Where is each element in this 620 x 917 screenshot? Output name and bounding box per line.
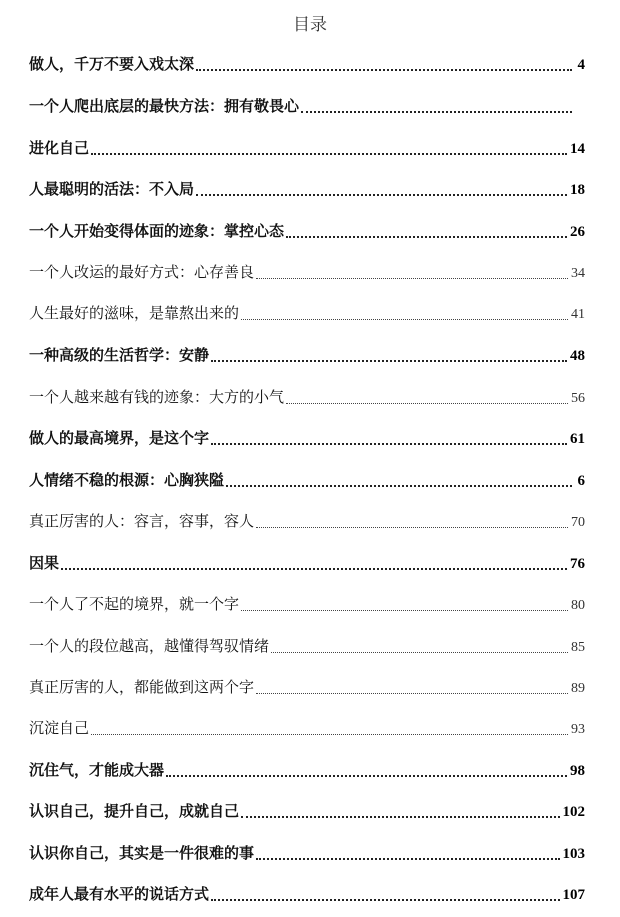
toc-entry-page: 56 <box>571 391 585 406</box>
toc-entry-page: 41 <box>571 307 585 322</box>
toc-entry-page: 61 <box>570 431 585 447</box>
toc-entry-page: 98 <box>570 763 585 779</box>
toc-entry[interactable] <box>29 178 585 202</box>
toc-entry-title: 真正厉害的人，都能做到这两个字 <box>29 678 255 696</box>
toc-entry-title: 真正厉害的人：容言，容事，容人 <box>29 512 255 530</box>
toc-entry[interactable] <box>29 510 585 534</box>
toc-leader-dots <box>196 194 567 196</box>
toc-entry[interactable] <box>29 552 585 576</box>
toc-entry-page: 26 <box>570 224 585 240</box>
toc-entry-page: 89 <box>571 681 585 696</box>
toc-leader-dots <box>211 360 567 362</box>
toc-entry-page: 70 <box>571 515 585 530</box>
toc-entry-title: 一个人了不起的境界，就一个字 <box>29 595 240 613</box>
toc-leader-dots <box>256 278 568 279</box>
toc-entry[interactable] <box>29 302 585 326</box>
toc-leader-dots <box>271 652 568 653</box>
toc-entry[interactable] <box>29 53 585 77</box>
toc-entry-title: 一个人的段位越高，越懂得驾驭情绪 <box>29 637 270 655</box>
toc-entry-title: 成年人最有水平的说话方式 <box>29 885 210 903</box>
toc-heading: 目录 <box>293 15 327 35</box>
toc-entry[interactable] <box>29 137 585 161</box>
toc-entry-page: 6 <box>577 473 585 489</box>
toc-leader-dots <box>286 236 567 238</box>
toc-entry-title: 一个人开始变得体面的迹象：掌控心态 <box>29 222 285 240</box>
toc-entry[interactable] <box>29 593 585 617</box>
toc-entry-page: 18 <box>570 182 585 198</box>
toc-leader-dots <box>226 485 572 487</box>
toc-leader-dots <box>91 734 568 735</box>
toc-entry-page: 14 <box>570 141 585 157</box>
toc-entry-title: 做人的最高境界，是这个字 <box>29 429 210 447</box>
toc-leader-dots <box>211 899 559 901</box>
toc-leader-dots <box>91 153 567 155</box>
toc-entry-page: 102 <box>562 804 585 820</box>
toc-entry[interactable] <box>29 759 585 783</box>
toc-leader-dots <box>61 568 567 570</box>
toc-entry-page: 4 <box>577 57 585 73</box>
toc-entry-title: 一个人越来越有钱的迹象：大方的小气 <box>29 388 285 406</box>
toc-entry[interactable] <box>29 427 585 451</box>
toc-entry-page: 76 <box>570 556 585 572</box>
toc-leader-dots <box>196 69 572 71</box>
toc-entry-title: 因果 <box>29 554 60 572</box>
toc-leader-dots <box>256 858 559 860</box>
toc-leader-dots <box>211 443 567 445</box>
toc-leader-dots <box>241 319 568 320</box>
toc-entry-page: 85 <box>571 640 585 655</box>
toc-entry-title: 进化自己 <box>29 139 90 157</box>
toc-entry[interactable] <box>29 676 585 700</box>
toc-entry-title: 沉住气，才能成大器 <box>29 761 165 779</box>
toc-leader-dots <box>241 816 559 818</box>
toc-entry-page: 103 <box>562 846 585 862</box>
toc-entry[interactable] <box>29 800 585 824</box>
toc-entry-page: 48 <box>570 348 585 364</box>
toc-leader-dots <box>286 403 568 404</box>
toc-leader-dots <box>241 610 568 611</box>
toc-entry-title: 人最聪明的活法：不入局 <box>29 180 195 198</box>
toc-leader-dots <box>256 693 568 694</box>
toc-entry[interactable] <box>29 261 585 285</box>
toc-entry-title: 认识自己，提升自己，成就自己 <box>29 802 240 820</box>
toc-entry[interactable] <box>29 469 585 493</box>
toc-leader-dots <box>166 775 567 777</box>
toc-entry[interactable] <box>29 842 585 866</box>
toc-entry-title: 人情绪不稳的根源：心胸狭隘 <box>29 471 225 489</box>
toc-entry-title: 沉淀自己 <box>29 719 90 737</box>
toc-entry-title: 一个人改运的最好方式：心存善良 <box>29 263 255 281</box>
toc-entry-title: 做人，千万不要入戏太深 <box>29 55 195 73</box>
toc-entry-title: 一种高级的生活哲学：安静 <box>29 346 210 364</box>
toc-entry-page: 80 <box>571 598 585 613</box>
toc-entry[interactable] <box>29 883 585 907</box>
toc-entry[interactable] <box>29 635 585 659</box>
toc-entry[interactable] <box>29 95 585 119</box>
toc-leader-dots <box>301 111 572 113</box>
toc-entry-title: 认识你自己，其实是一件很难的事 <box>29 844 255 862</box>
toc-entry[interactable] <box>29 717 585 741</box>
toc-entry[interactable] <box>29 220 585 244</box>
toc-entry[interactable] <box>29 386 585 410</box>
toc-entry-page: 34 <box>571 266 585 281</box>
toc-entry[interactable] <box>29 344 585 368</box>
toc-entry-title: 一个人爬出底层的最快方法：拥有敬畏心 <box>29 97 300 115</box>
toc-leader-dots <box>256 527 568 528</box>
toc-entry-page: 93 <box>571 722 585 737</box>
toc-entry-title: 人生最好的滋味，是靠熬出来的 <box>29 304 240 322</box>
toc-entry-page: 107 <box>562 887 585 903</box>
